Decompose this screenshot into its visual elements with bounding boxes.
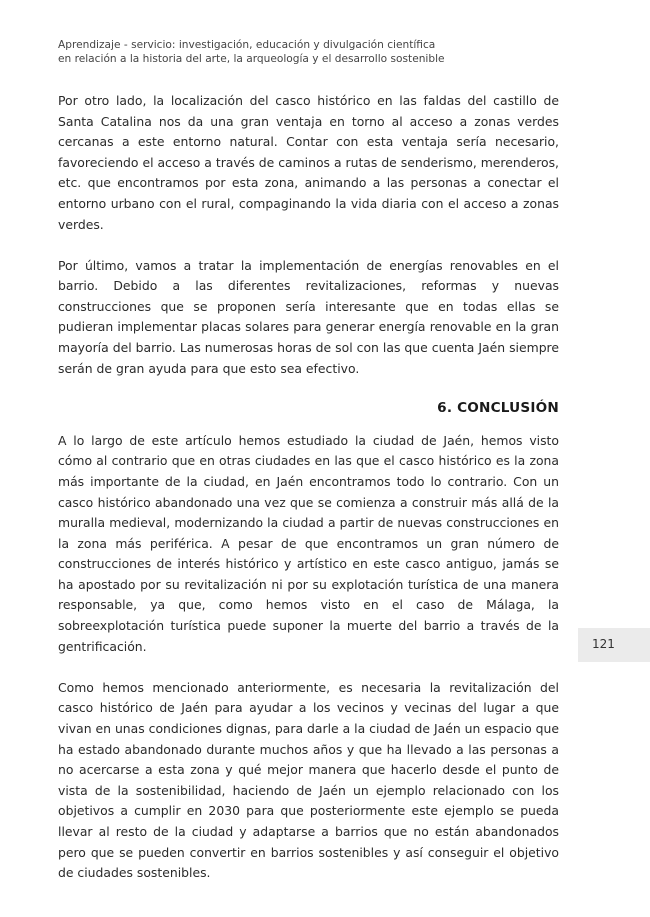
running-header-line-2: en relación a la historia del arte, la arqueología y el desarrollo sostenible <box>58 53 445 65</box>
paragraph-conclusion-1: A lo largo de este artículo hemos estudiado la ciudad de Jaén, hemos visto cómo al contrario que en otras ciudades en las que el casco histórico es la zona más importante de la ciudad, en Jaén encontramos todo lo contrario. Con un casco histórico abandonado una vez que se comienza a construir más allá de la muralla medieval, modernizando la ciudad a partir de nuevas construcciones en la zona más periférica. A pesar de que encontramos un gran número de construcciones de interés histórico y artístico en este casco antiguo, jamás se ha apostado por su revitalización ni por su explotación turística de una manera responsable, ya que, como hemos visto en el caso de Málaga, la sobreexplotación turística puede suponer la muerte del barrio a través de la gentrificación. <box>58 432 559 654</box>
paragraph-green-zones: Por otro lado, la localización del casco histórico en las faldas del castillo de Santa Catalina nos da una gran ventaja en torno al acceso a zonas verdes cercanas a este entorno natural. Contar con esta ventaja sería necesario, favoreciendo el acceso a través de caminos a rutas de senderismo, merenderos, etc. que encontramos por esta zona, animando a las personas a conectar el entorno urbano con el rural, compaginando la vida diaria con el acceso a zonas verdes. <box>58 93 559 232</box>
page-body <box>58 91 559 904</box>
section-heading-conclusion: 6. CONCLUSIÓN <box>437 399 559 416</box>
page-number: 121 <box>592 637 615 651</box>
paragraph-renewable-energy: Por último, vamos a tratar la implementación de energías renovables en el barrio. Debido a las diferentes revitalizaciones, reformas y nuevas construcciones que se proponen sería interesante que en todas ellas se pudieran implementar placas solares para generar energía renovable en la gran mayoría del barrio. Las numerosas horas de sol con las que cuenta Jaén siempre serán de gran ayuda para que esto sea efectivo. <box>58 257 559 376</box>
running-header <box>58 38 578 66</box>
page-number-tab <box>578 628 650 662</box>
running-header-line-1: Aprendizaje - servicio: investigación, educación y divulgación científica <box>58 39 436 51</box>
paragraph-conclusion-2: Como hemos mencionado anteriormente, es necesaria la revitalización del casco histórico de Jaén para ayudar a los vecinos y vecinas del lugar a que vivan en unas condiciones dignas, para darle a la ciudad de Jaén un espacio que ha estado abandonado durante muchos años y que ha llevado a las personas a no acercarse a esta zona y qué mejor manera que hacerlo desde el punto de vista de la sostenibilidad, haciendo de Jaén un ejemplo relacionado con los objetivos a cumplir en 2030 para que posteriormente este ejemplo se pueda llevar al resto de la ciudad y adaptarse a barrios que no están abandonados pero que se pueden convertir en barrios sostenibles y así conseguir el objetivo de ciudades sostenibles. <box>58 679 559 881</box>
